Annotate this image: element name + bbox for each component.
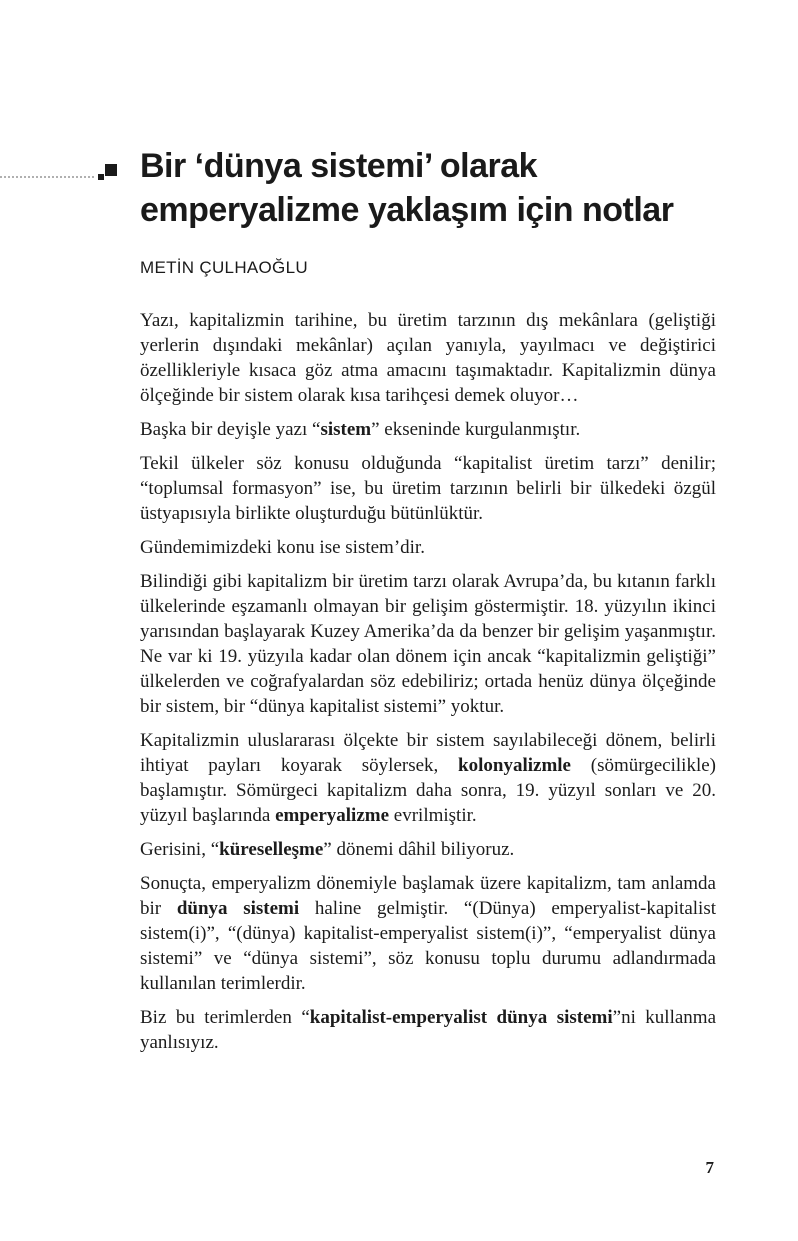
page-number: 7: [705, 1158, 714, 1177]
emphasis-text: küreselleşme: [219, 839, 324, 860]
emphasis-text: dünya sistemi: [176, 898, 300, 919]
text-segment: Tekil ülkeler söz konusu olduğunda “kapitalist üretim tarzı” denilir; “toplumsal formasyon” ise, bu üretim tarzının belirli bir ülkedeki özgül üstyapısıyla birlikte oluşturduğu bütünlüktür.: [140, 453, 716, 524]
margin-dotted-line: [0, 176, 94, 178]
emphasis-text: kapitalist-emperyalist dünya sistemi: [309, 1007, 613, 1028]
emphasis-text: sistem: [320, 419, 372, 440]
text-segment: Kapitalizmin uluslararası ölçekte bir sistem sayılabileceği dönem, belirli ihtiyat payları koyarak söylersek,: [140, 730, 716, 776]
paragraph: [140, 308, 716, 408]
text-segment: ” ekseninde kurgulanmıştır.: [371, 419, 581, 440]
paragraph: [140, 417, 716, 442]
text-segment: Yazı, kapitalizmin tarihine, bu üretim tarzının dış mekânlara (geliştiği yerlerin dışındaki mekânlar) açılan yanıyla, yayılmacı ve değiştirici özellikleriyle kısaca göz atma amacını taşımaktadır. Kapitalizmin dünya ölçeğinde bir sistem olarak kısa tarihçesi demek oluyor…: [140, 310, 716, 406]
text-segment: evrilmiştir.: [389, 805, 477, 826]
text-segment: ” dönemi dâhil biliyoruz.: [323, 839, 515, 860]
paragraph: [140, 871, 716, 996]
text-segment: haline gelmiştir. “(Dünya) emperyalist-kapitalist sistem(i)”, “(dünya) kapitalist-emperyalist sistem(i)”, “emperyalist dünya sistemi” ve “dünya sistemi”, söz konusu toplu durumu adlandırmada kullanılan terimlerdir.: [140, 898, 716, 994]
text-segment: (sömürgecilikle) başlamıştır. Sömürgeci kapitalizm daha sonra, 19. yüzyıl sonları ve 20. yüzyıl başlarında: [140, 755, 716, 826]
paragraph: [140, 569, 716, 719]
paragraph: [140, 1005, 716, 1055]
text-segment: Gerisini, “: [140, 839, 220, 860]
paragraph: [140, 837, 716, 862]
text-segment: Bilindiği gibi kapitalizm bir üretim tarzı olarak Avrupa’da, bu kıtanın farklı ülkelerinde eşzamanlı olmayan bir gelişim göstermiştir. 18. yüzyılın ikinci yarısından başlayarak Kuzey Amerika’da da benzer bir gelişim yaşanmıştır. Ne var ki 19. yüzyıla kadar olan dönem için ancak “kapitalizmin geliştiği” ülkelerden ve coğrafyalardan söz edebiliriz; ortada henüz dünya ölçeğinde bir sistem, bir “dünya kapitalist sistemi” yoktur.: [140, 571, 716, 717]
paragraph: [140, 451, 716, 526]
body-paragraphs: [140, 308, 716, 1055]
text-segment: Başka bir deyişle yazı “: [140, 419, 321, 440]
text-block: [140, 144, 716, 1064]
page-title: Bir ‘dünya sistemi’ olarak emperyalizme yaklaşım için notlar: [140, 147, 674, 229]
margin-square-icon: [105, 164, 117, 176]
text-segment: Sonuçta, emperyalizm dönemiyle başlamak üzere kapitalizm, tam anlamda bir: [140, 873, 716, 919]
paragraph: [140, 535, 716, 560]
text-segment: Biz bu terimlerden “: [140, 1007, 310, 1028]
text-segment: Gündemimizdeki konu ise sistem’dir.: [140, 537, 425, 558]
text-segment: ”ni kullanma yanlısıyız.: [140, 1007, 717, 1053]
author-name: METİN ÇULHAOĞLU: [140, 258, 308, 277]
margin-small-square-icon: [98, 174, 104, 180]
paragraph: [140, 728, 716, 828]
emphasis-text: emperyalizme: [275, 805, 390, 826]
emphasis-text: kolonyalizmle: [458, 755, 571, 776]
